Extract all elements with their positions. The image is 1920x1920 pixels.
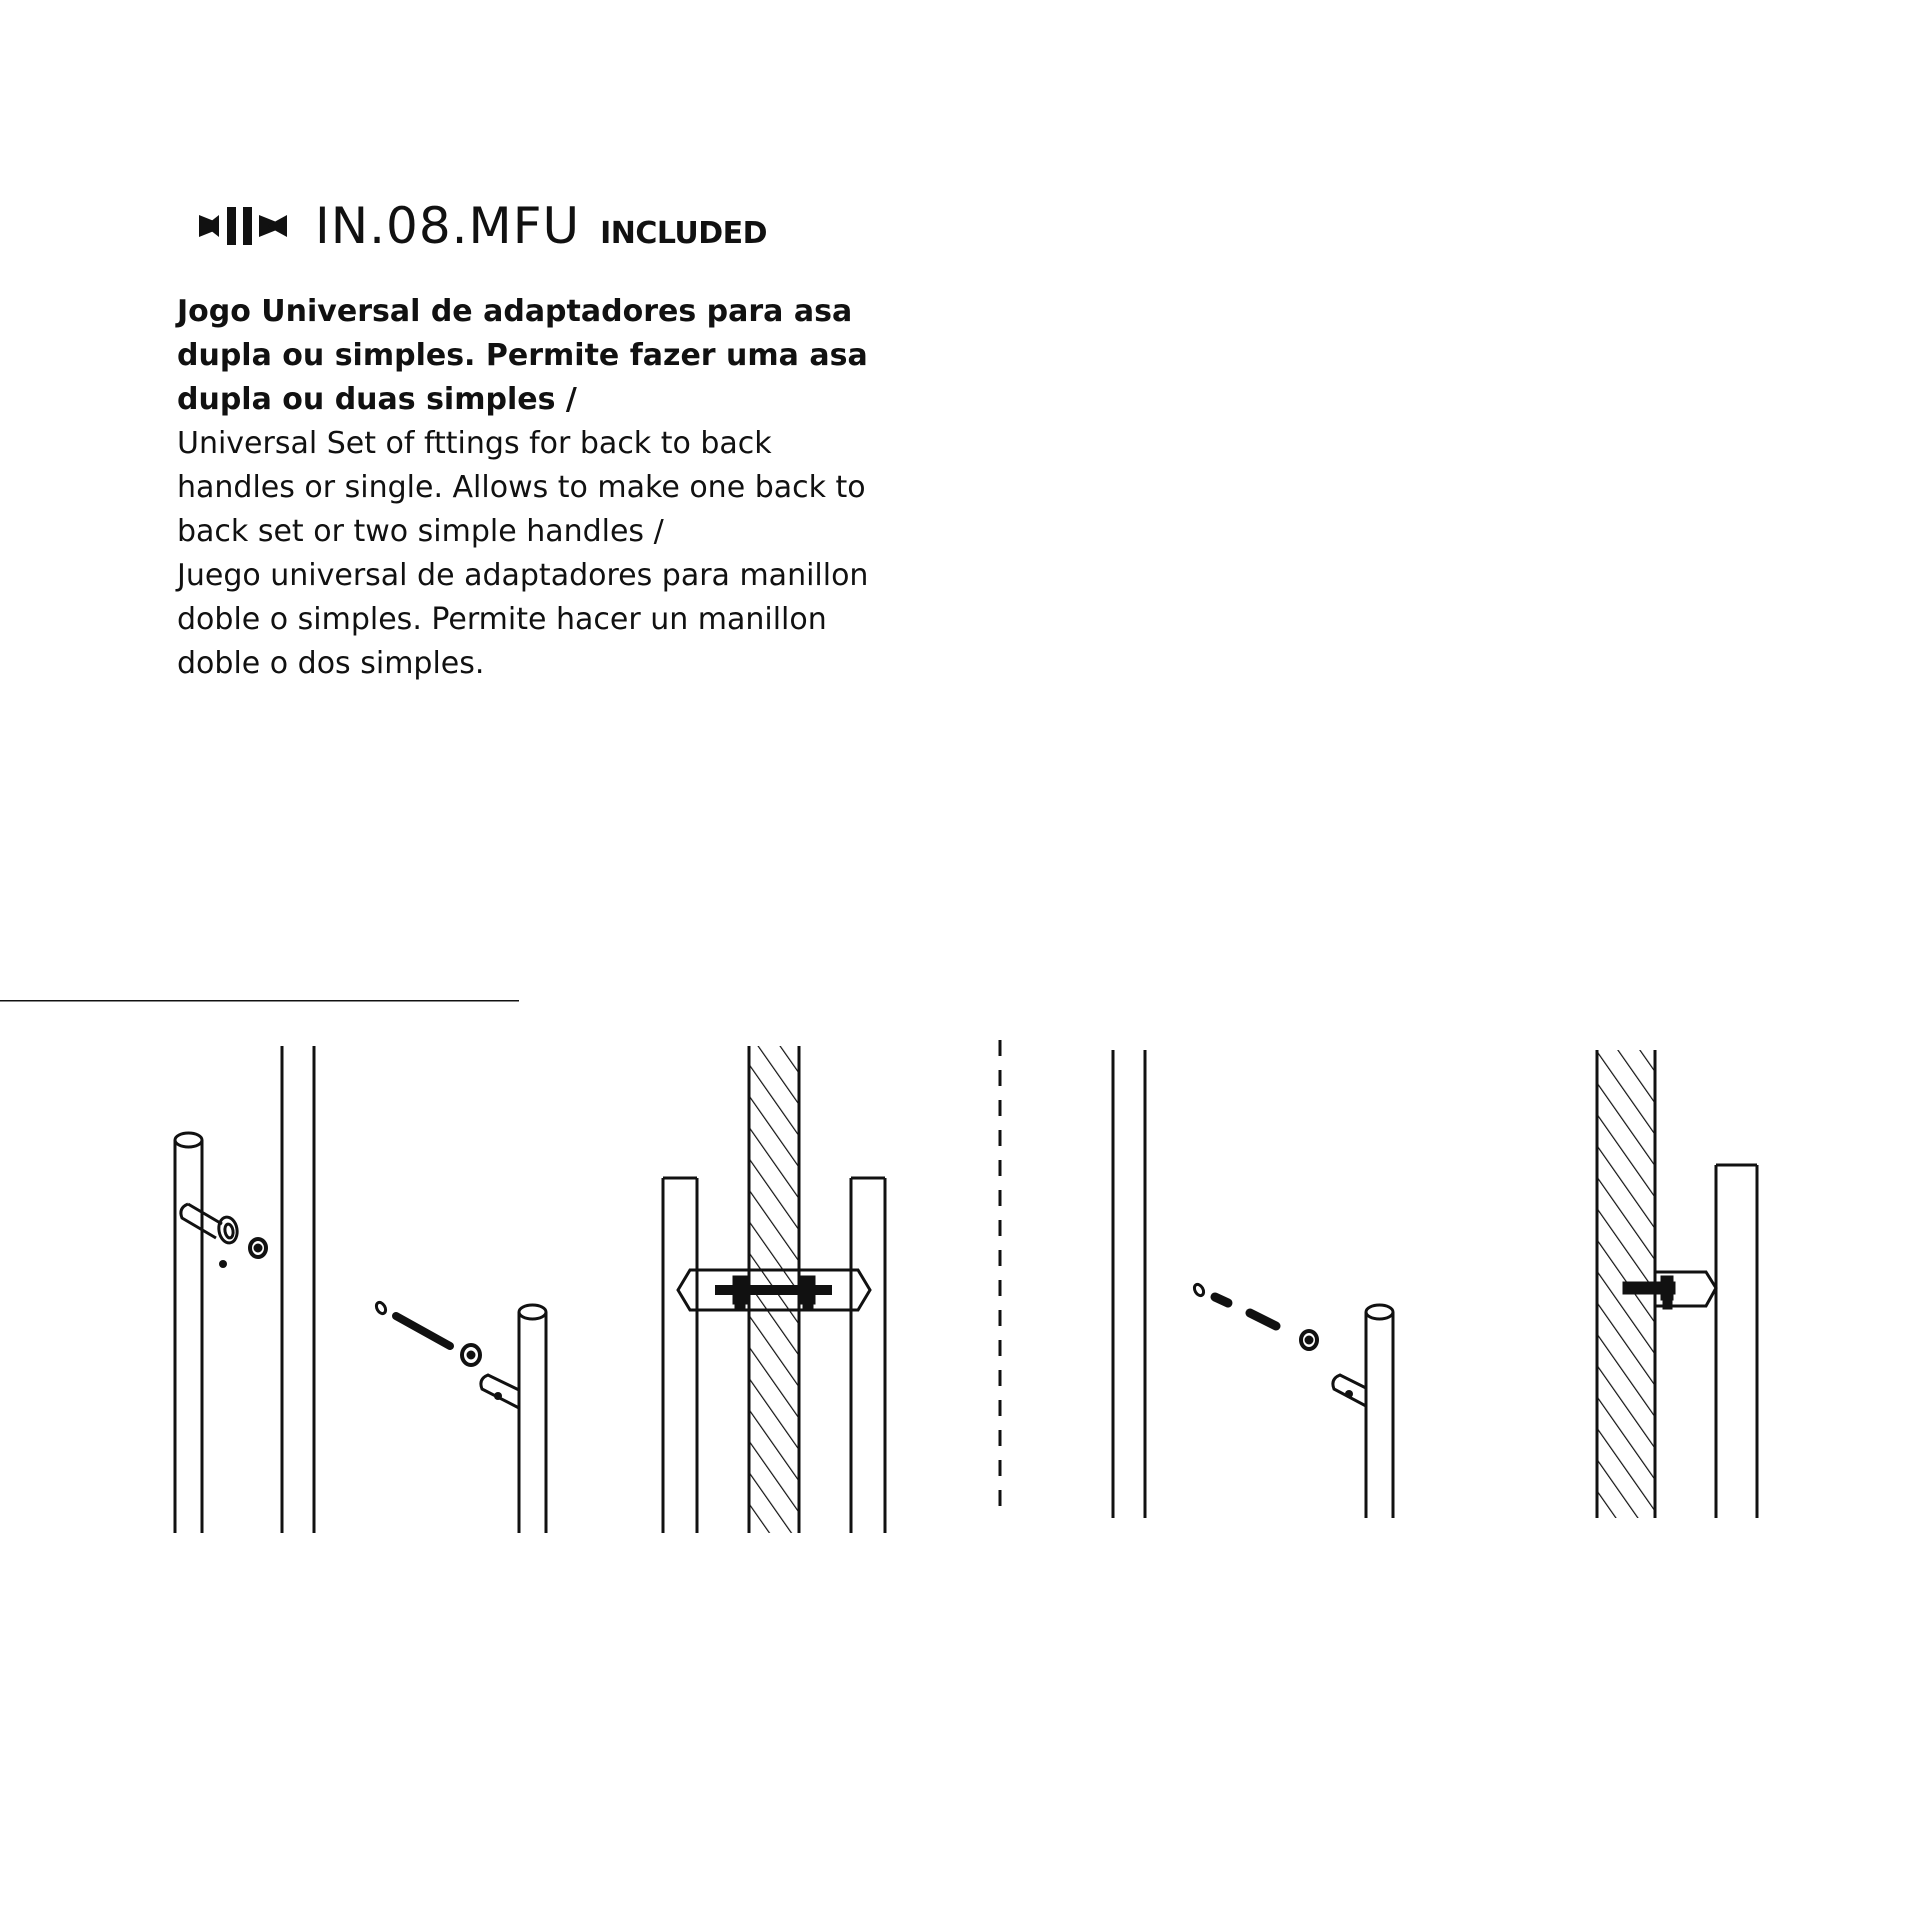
included-label: INCLUDED	[600, 215, 768, 251]
installation-diagram	[0, 1000, 1920, 1600]
step-1-handle-with-fitting	[0, 1000, 314, 1533]
description	[177, 290, 897, 686]
double-handle-logo-icon	[197, 201, 289, 251]
header	[197, 195, 767, 257]
step-3-back-to-back-mounted	[663, 1046, 885, 1533]
description-english: Universal Set of fttings for back to back handles or single. Allows to make one back to back set or two simple handles /	[177, 426, 866, 549]
step-5-single-mounted	[1597, 1050, 1757, 1518]
step-2-exploded-fitting	[0, 1000, 546, 1533]
description-portuguese: Jogo Universal de adaptadores para asa dupla ou simples. Permite fazer uma asa dupla ou duas simples /	[177, 294, 868, 417]
product-code: IN.08.MFU	[315, 197, 581, 255]
step-4-single-exploded	[1113, 1050, 1393, 1518]
description-spanish: Juego universal de adaptadores para manillon doble o simples. Permite hacer un manillon doble o dos simples.	[177, 558, 869, 681]
